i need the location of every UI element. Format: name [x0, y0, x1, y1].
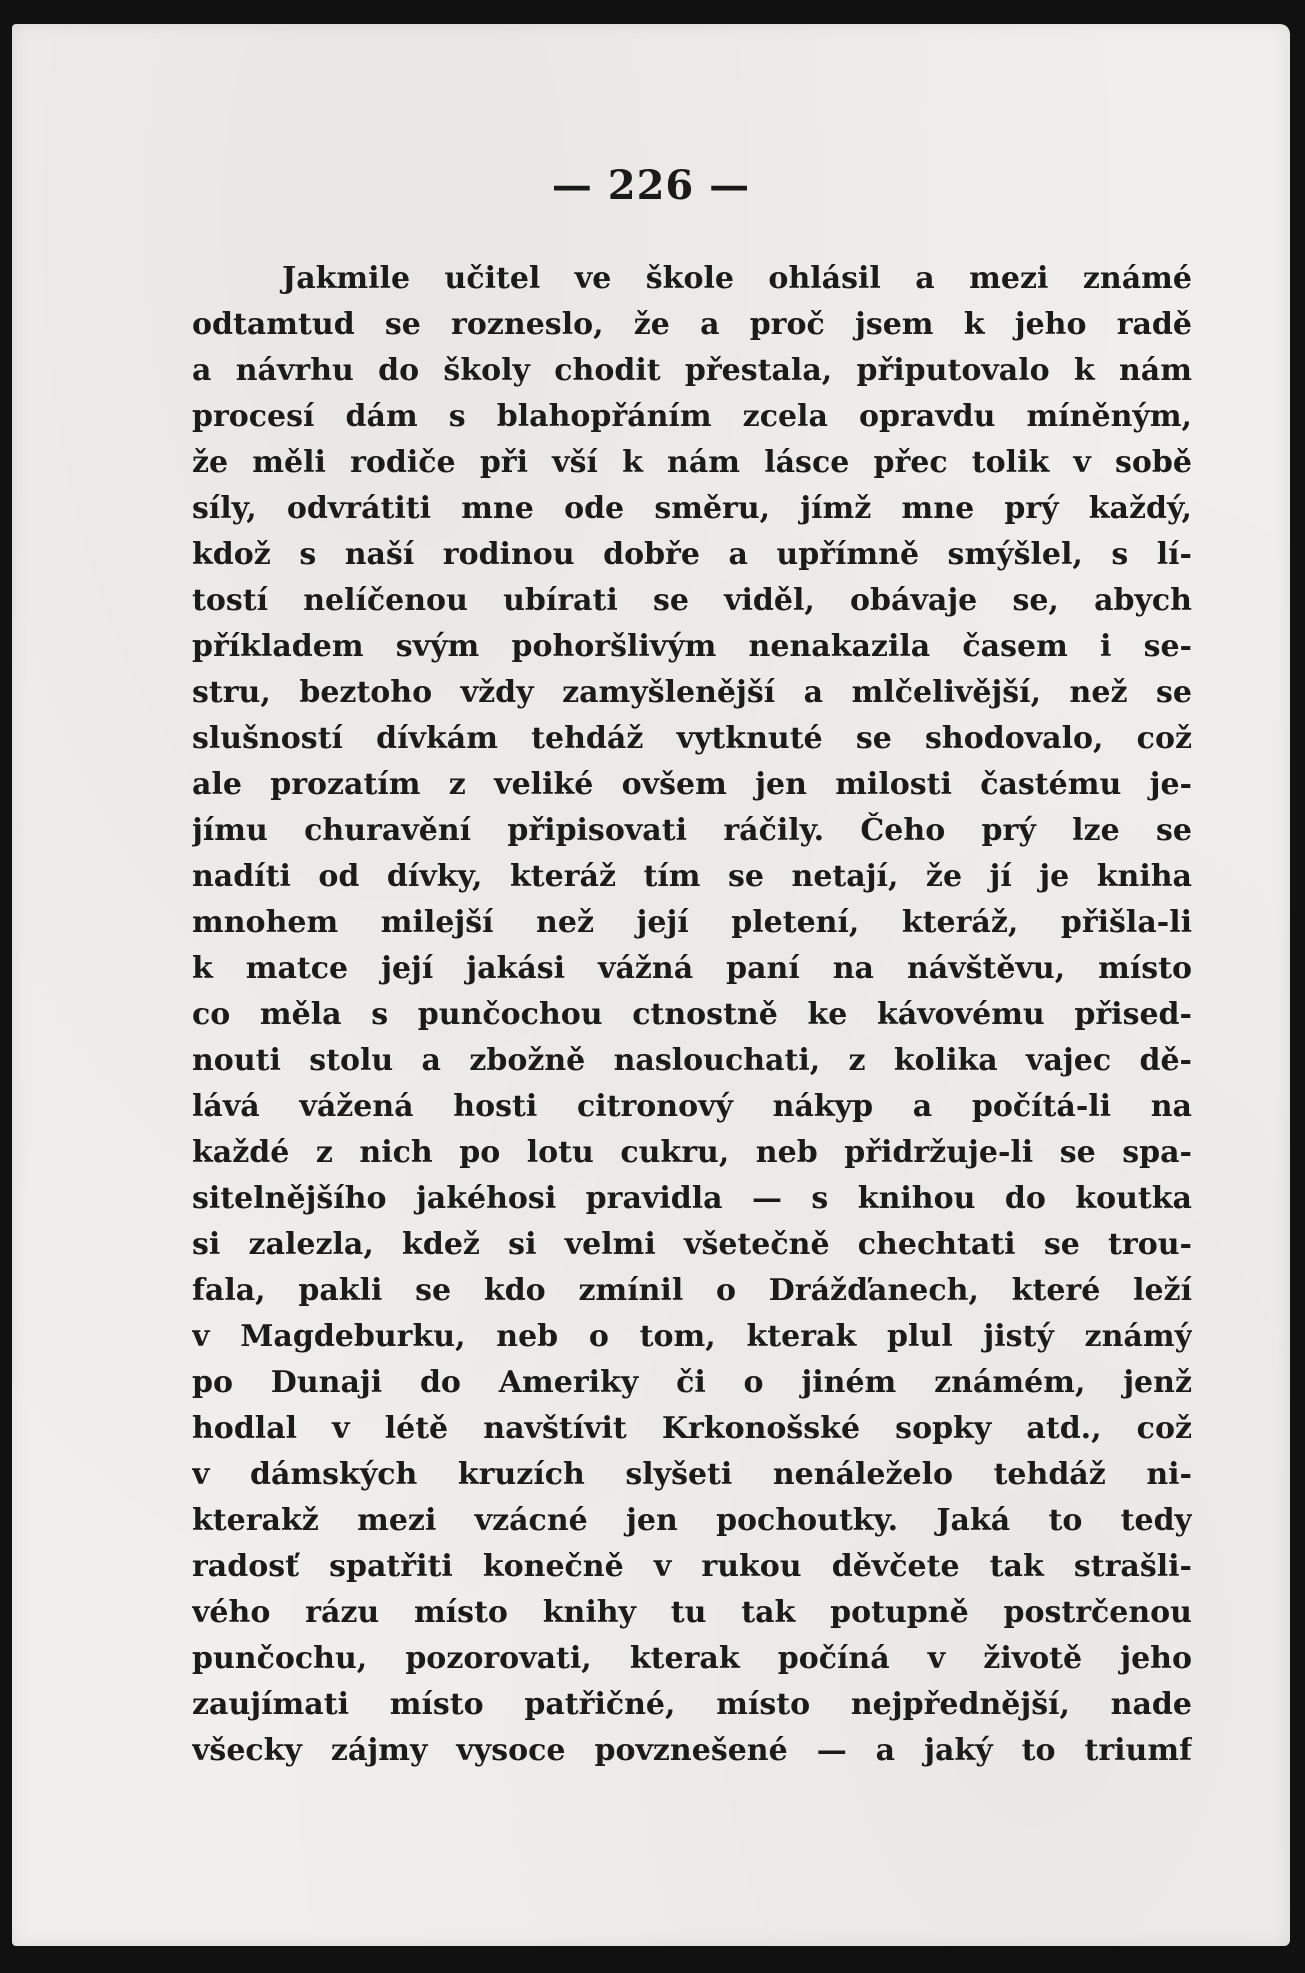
text-line: příkladem svým pohoršlivým nenakazila časem i se-	[192, 629, 1192, 664]
text-line: v Magdeburku, neb o tom, kterak plul jistý známý	[192, 1319, 1192, 1354]
body-text	[192, 256, 1192, 1774]
text-line: mnohem milejší než její pletení, kteráž, přišla-li	[192, 905, 1192, 940]
text-line: Jakmile učitel ve škole ohlásil a mezi známé	[282, 261, 1192, 296]
text-line: co měla s punčochou ctnostně ke kávovému přised-	[192, 997, 1192, 1032]
text-line: tostí nelíčenou ubírati se viděl, obávaje se, abych	[192, 583, 1192, 618]
text-line: nouti stolu a zbožně naslouchati, z kolika vajec dě-	[192, 1043, 1192, 1078]
text-line: po Dunaji do Ameriky či o jiném známém, jenž	[192, 1365, 1192, 1400]
text-line: punčochu, pozorovati, kterak počíná v životě jeho	[192, 1641, 1192, 1676]
text-line: v dámských kruzích slyšeti nenáleželo tehdáž ni-	[192, 1457, 1192, 1492]
text-line: procesí dám s blahopřáním zcela opravdu míněným,	[192, 399, 1192, 434]
text-line: a návrhu do školy chodit přestala, připutovalo k nám	[192, 353, 1192, 388]
text-line: síly, odvrátiti mne ode směru, jímž mne prý každý,	[192, 491, 1192, 526]
text-line: slušností dívkám tehdáž vytknuté se shodovalo, což	[192, 721, 1192, 756]
book-page	[12, 24, 1290, 1946]
text-line: radosť spatřiti konečně v rukou děvčete tak strašli-	[192, 1549, 1192, 1584]
text-line: kdož s naší rodinou dobře a upřímně smýšlel, s lí-	[192, 537, 1192, 572]
page-number: — 226 —	[551, 162, 751, 209]
text-line: sitelnějšího jakéhosi pravidla — s knihou do koutka	[192, 1181, 1192, 1216]
text-line: vého rázu místo knihy tu tak potupně postrčenou	[192, 1595, 1192, 1630]
text-line: že měli rodiče při vší k nám lásce přec tolik v sobě	[192, 445, 1192, 480]
text-line: stru, beztoho vždy zamyšlenější a mlčelivější, než se	[192, 675, 1192, 710]
text-line: zaujímati místo patřičné, místo nejpřednější, nade	[192, 1687, 1192, 1722]
text-line: každé z nich po lotu cukru, neb přidržuje-li se spa-	[192, 1135, 1192, 1170]
text-line: k matce její jakási vážná paní na návštěvu, místo	[192, 951, 1192, 986]
text-line: si zalezla, kdež si velmi všetečně chechtati se trou-	[192, 1227, 1192, 1262]
text-line: ale prozatím z veliké ovšem jen milosti častému je-	[192, 767, 1192, 802]
text-line: lává vážená hosti citronový nákyp a počítá-li na	[192, 1089, 1192, 1124]
text-line: nadíti od dívky, kteráž tím se netají, že jí je kniha	[192, 859, 1192, 894]
text-line: hodlal v létě navštívit Krkonošské sopky atd., což	[192, 1411, 1192, 1446]
text-line: jímu churavění připisovati ráčily. Čeho prý lze se	[192, 813, 1192, 848]
text-line: odtamtud se rozneslo, že a proč jsem k jeho radě	[192, 307, 1192, 342]
text-line: fala, pakli se kdo zmínil o Drážďanech, které leží	[192, 1273, 1192, 1308]
text-line: kterakž mezi vzácné jen pochoutky. Jaká to tedy	[192, 1503, 1192, 1538]
text-line: všecky zájmy vysoce povznešené — a jaký to triumf	[192, 1733, 1192, 1768]
